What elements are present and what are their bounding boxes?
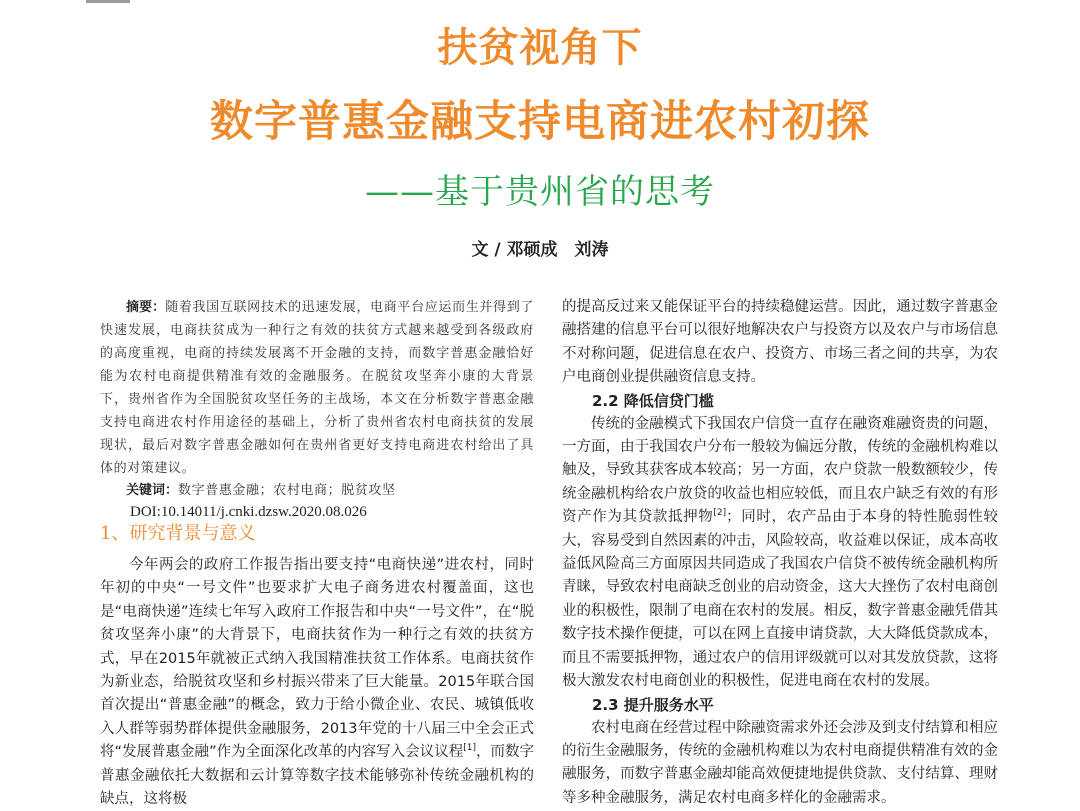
section-2-2-paragraph: [562, 413, 998, 694]
section-1-paragraph: [100, 554, 534, 811]
header-rule: [86, 0, 130, 3]
authors: 文 / 邓硕成 刘涛: [471, 240, 609, 260]
doi: DOI:10.14011/j.cnki.dzsw.2020.08.026: [130, 504, 367, 520]
citation-ref-1[interactable]: [1]: [463, 743, 476, 754]
section-1-text-tail: ，而数字普惠金融依托大数据和云计算等数字技术能够弥补传统金融机构的缺点，这将极: [100, 744, 534, 808]
abstract-text: 随着我国互联网技术的迅速发展，电商平台应运而生并得到了快速发展，电商扶贫成为一种行之有效的扶贫方式越来越受到各级政府的高度重视，电商的持续发展离不开金融的支持，而数字普惠金融恰好能为农村电商提供精准有效的金融服务。在脱贫攻坚奔小康的大背景下，贵州省作为全国脱贫攻坚任务的主战场，本文在分析数字普惠金融支持电商进农村作用途径的基础上，分析了贵州省农村电商扶贫的发展现状，最后对数字普惠金融如何在贵州省更好支持电商进农村给出了具体的对策建议。: [100, 300, 534, 476]
title-line-1: 扶贫视角下: [437, 24, 643, 71]
section-2-2-text: 传统的金融模式下我国农户信贷一直存在融资难融资贵的问题，一方面，由于我国农户分布一般较为偏远分散，传统的金融机构难以触及，导致其获客成本较高；另一方面，农户贷款一般数额较少，传统金融机构给农户放贷的收益也相应较低，而且农户缺乏有效的有形资产作为其贷款抵押物: [562, 415, 998, 526]
section-2-2-text-tail: ；同时，农产品由于本身的特性脆弱性较大，容易受到自然因素的冲击，风险较高，收益难以保证，成本高收益低风险高三方面原因共同造成了我国农户信贷不被传统金融机构所青睐，导致农村电商缺乏创业的启动资金，这大大挫伤了农村电商创业的积极性，限制了电商在农村的发展。相反，数字普惠金融凭借其数字技术操作便捷，可以在网上直接申请贷款，大大降低贷款成本，而且不需要抵押物，通过农户的信用评级就可以对其发放贷款，这将极大激发农村电商创业的积极性，促进电商在农村的发展。: [562, 509, 999, 690]
section-2-3-heading: 2.3 提升服务水平: [592, 695, 714, 714]
section-2-3-paragraph: 农村电商在经营过程中除融资需求外还会涉及到支付结算和相应的衍生金融服务，传统的金融机构难以为农村电商提供精准有效的金融服务，而数字普惠金融却能高效便捷地提供贷款、支付结算、理财等多种金融服务，满足农村电商多样化的金融需求。: [562, 719, 998, 806]
abstract-label: 摘要：: [126, 300, 166, 315]
left-column: [100, 296, 534, 811]
section-1-heading: 1、研究背景与意义: [100, 523, 256, 544]
section-1-text: 今年两会的政府工作报告指出要支持“电商快递”进农村，同时年初的中央“一号文件”也要求扩大电子商务进农村覆盖面，这也是“电商快递”连续七年写入政府工作报告和中央“一号文件”，在“脱贫攻坚奔小康”的大背景下，电商扶贫作为一种行之有效的扶贫方式，早在2015年就被正式纳入我国精准扶贫工作体系。电商扶贫作为新业态，给脱贫攻坚和乡村振兴带来了巨大能量。2015年联合国首次提出“普惠金融”的概念，致力于给小微企业、农民、城镇低收入人群等弱势群体提供金融服务，2013年党的十八届三中全会正式将“发展普惠金融”作为全面深化改革的内容写入会议议程: [100, 557, 534, 761]
title-line-2: 数字普惠金融支持电商进农村初探: [210, 97, 870, 147]
keywords-text: 数字普惠金融；农村电商；脱贫攻坚: [178, 483, 396, 498]
keywords-label: 关键词：: [126, 483, 179, 498]
section-2-2-heading: 2.2 降低信贷门槛: [592, 391, 714, 410]
right-column: [562, 296, 998, 810]
continued-paragraph: 的提高反过来又能保证平台的持续稳健运营。因此，通过数字普惠金融搭建的信息平台可以很好地解决农户与投资方以及农户与市场信息不对称问题，促进信息在农户、投资方、市场三者之间的共享，为农户电商创业提供融资信息支持。: [562, 299, 998, 386]
keywords: [100, 480, 534, 502]
citation-ref-2[interactable]: [2]: [713, 508, 727, 519]
subtitle: ——基于贵州省的思考: [365, 172, 715, 212]
abstract: [100, 296, 534, 480]
